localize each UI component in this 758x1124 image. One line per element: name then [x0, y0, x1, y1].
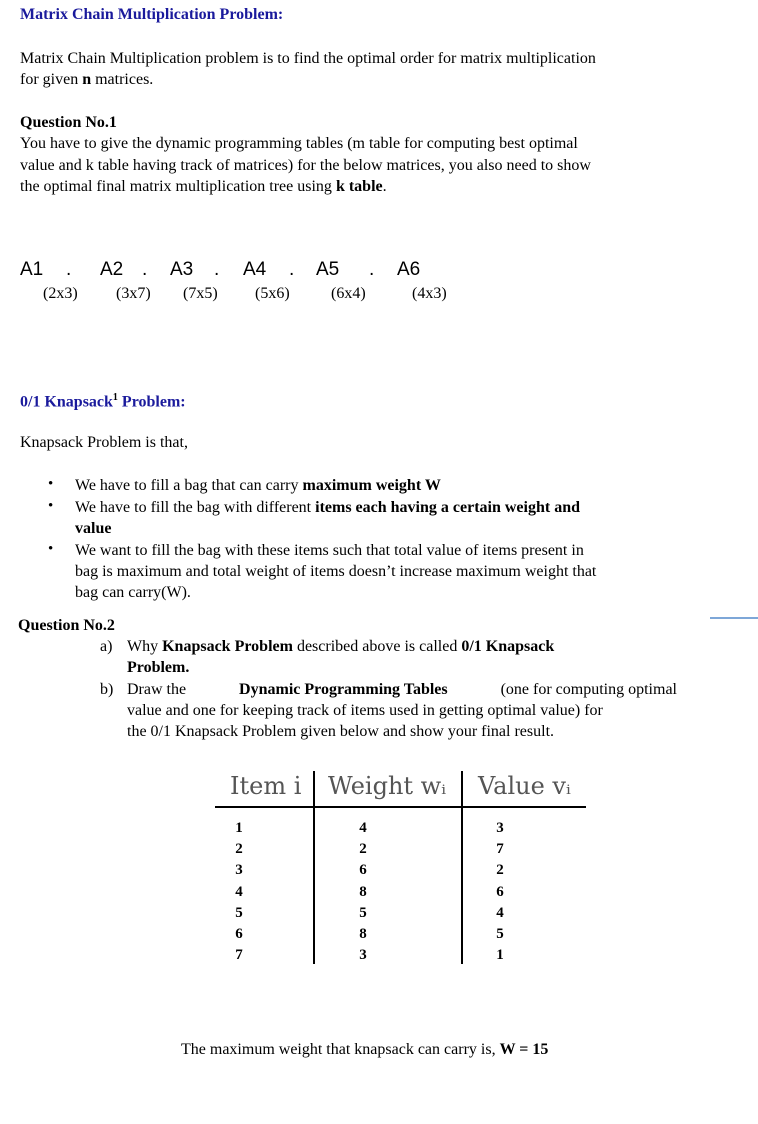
question-1-line-2: value and k table having track of matrices) for the below matrices, you also need to show [20, 157, 591, 174]
intro-line-2: for given n matrices. [20, 71, 154, 88]
table-header-rule [215, 806, 586, 808]
bullet-2-line-1: We have to fill the bag with different items each having a certain weight and [75, 499, 580, 516]
matrix-a6-dim: (4x3) [412, 285, 447, 302]
matrix-separator: . [369, 259, 375, 280]
knapsack-intro: Knapsack Problem is that, [20, 434, 188, 451]
table-cell-item: 6 [235, 926, 243, 942]
table-cell-item: 7 [235, 947, 243, 963]
table-cell-weight: 8 [359, 884, 367, 900]
matrix-a2-dim: (3x7) [116, 285, 151, 302]
matrix-separator: . [66, 259, 72, 280]
table-cell-weight: 3 [359, 947, 367, 963]
table-header-value: Value vᵢ [478, 772, 571, 800]
bullet-icon: • [48, 476, 54, 492]
table-cell-value: 3 [496, 820, 504, 836]
margin-comment-marker[interactable] [710, 617, 758, 619]
bullet-1: We have to fill a bag that can carry maximum weight W [75, 477, 441, 494]
bullet-3-line-2: bag is maximum and total weight of items doesn’t increase maximum weight that [75, 563, 597, 580]
footnote-ref[interactable]: 1 [112, 392, 118, 403]
matrix-a1-dim: (2x3) [43, 285, 78, 302]
intro-line-1: Matrix Chain Multiplication problem is to find the optimal order for matrix multiplication [20, 50, 596, 67]
matrix-a2-name: A2 [100, 259, 124, 280]
matrix-separator: . [289, 259, 295, 280]
part-b-line-1: Draw the Dynamic Programming Tables (one for computing optimal [127, 681, 677, 698]
max-weight-statement: The maximum weight that knapsack can carry is, W = 15 [181, 1041, 549, 1058]
table-cell-weight: 2 [359, 841, 367, 857]
table-cell-item: 3 [235, 862, 243, 878]
table-cell-item: 4 [235, 884, 243, 900]
part-b-line-2: value and one for keeping track of items used in getting optimal value) for [127, 702, 603, 719]
matrix-a5-dim: (6x4) [331, 285, 366, 302]
matrix-a6-name: A6 [397, 259, 421, 280]
part-b-line-3: the 0/1 Knapsack Problem given below and show your final result. [127, 723, 555, 740]
table-header-weight: Weight wᵢ [328, 772, 447, 800]
part-b-label: b) [100, 681, 114, 698]
section-title-knapsack: 0/1 Knapsack$^1$ Problem: [20, 392, 186, 411]
part-a-line-1: Why Knapsack Problem described above is called 0/1 Knapsack [127, 638, 555, 655]
table-cell-item: 2 [235, 841, 243, 857]
table-cell-weight: 6 [359, 862, 367, 878]
question-2-label: Question No.2 [18, 617, 115, 634]
bullet-3-line-3: bag can carry(W). [75, 584, 191, 601]
table-cell-weight: 5 [359, 905, 367, 921]
matrix-a1-name: A1 [20, 259, 44, 280]
table-cell-value: 4 [496, 905, 504, 921]
table-cell-value: 1 [496, 947, 504, 963]
table-cell-item: 1 [235, 820, 243, 836]
section-title-matrix-chain: Matrix Chain Multiplication Problem: [20, 6, 284, 23]
question-1-line-3: the optimal final matrix multiplication tree using k table. [20, 178, 387, 195]
table-column-rule [461, 771, 463, 964]
matrix-a3-name: A3 [170, 259, 194, 280]
table-column-rule [313, 771, 315, 964]
matrix-a4-dim: (5x6) [255, 285, 290, 302]
matrix-separator: . [142, 259, 148, 280]
bullet-3-line-1: We want to fill the bag with these items such that total value of items present in [75, 542, 584, 559]
question-1-label: Question No.1 [20, 114, 117, 131]
bullet-2-line-2: value [75, 520, 112, 537]
matrix-a5-name: A5 [316, 259, 340, 280]
matrix-separator: . [214, 259, 220, 280]
part-a-line-2: Problem. [127, 659, 190, 676]
matrix-a4-name: A4 [243, 259, 267, 280]
table-header-item: Item i [230, 772, 302, 800]
part-a-label: a) [100, 638, 113, 655]
table-cell-value: 6 [496, 884, 504, 900]
table-cell-value: 7 [496, 841, 504, 857]
table-cell-weight: 4 [359, 820, 367, 836]
table-cell-weight: 8 [359, 926, 367, 942]
matrix-a3-dim: (7x5) [183, 285, 218, 302]
bullet-icon: • [48, 541, 54, 557]
table-cell-value: 2 [496, 862, 504, 878]
bullet-icon: • [48, 498, 54, 514]
question-1-line-1: You have to give the dynamic programming tables (m table for computing best optimal [20, 135, 578, 152]
table-cell-value: 5 [496, 926, 504, 942]
table-cell-item: 5 [235, 905, 243, 921]
